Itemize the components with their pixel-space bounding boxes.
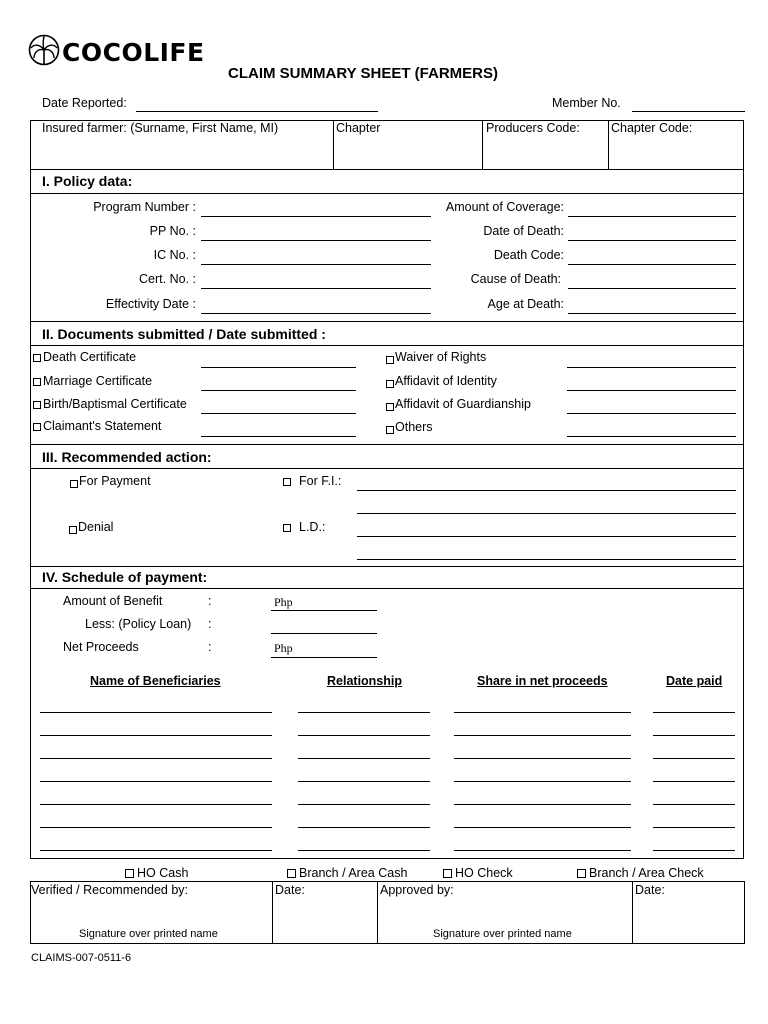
amount-of-benefit-field[interactable]	[271, 610, 377, 611]
checkbox[interactable]	[386, 380, 394, 388]
doc-affidavit-guardianship[interactable]: Affidavit of Guardianship	[386, 398, 531, 411]
beneficiary-name-field[interactable]	[40, 712, 272, 713]
date-of-death-label: Date of Death:	[483, 224, 564, 238]
others-date[interactable]	[567, 436, 736, 437]
less-policy-loan-label: Less: (Policy Loan)	[85, 617, 192, 631]
checkbox[interactable]	[577, 869, 586, 878]
doc-birth-certificate[interactable]: Birth/Baptismal Certificate	[33, 398, 187, 411]
relationship-field[interactable]	[298, 735, 430, 736]
amount-of-benefit-label: Amount of Benefit	[63, 594, 163, 608]
beneficiary-name-field[interactable]	[40, 804, 272, 805]
ld-field-2[interactable]	[357, 559, 736, 560]
checkbox[interactable]	[70, 480, 78, 488]
birth-certificate-date[interactable]	[201, 413, 356, 414]
net-proceeds-label: Net Proceeds	[63, 640, 139, 654]
member-no-field[interactable]	[632, 111, 745, 112]
checkbox[interactable]	[283, 478, 291, 486]
doc-affidavit-identity[interactable]: Affidavit of Identity	[386, 375, 497, 388]
doc-waiver-of-rights[interactable]: Waiver of Rights	[386, 351, 486, 364]
effectivity-date-label: Effectivity Date :	[105, 297, 196, 311]
ic-no-field[interactable]	[201, 264, 431, 265]
mode-branch-area-check[interactable]: Branch / Area Check	[577, 867, 704, 880]
beneficiary-name-field[interactable]	[40, 827, 272, 828]
checkbox[interactable]	[69, 526, 77, 534]
date-paid-field[interactable]	[653, 758, 735, 759]
checkbox[interactable]	[33, 401, 41, 409]
checkbox[interactable]	[386, 426, 394, 434]
pp-no-field[interactable]	[201, 240, 431, 241]
doc-death-certificate[interactable]: Death Certificate	[33, 351, 136, 364]
ic-no-label: IC No. :	[153, 248, 196, 262]
program-number-label: Program Number :	[93, 200, 196, 214]
doc-marriage-certificate[interactable]: Marriage Certificate	[33, 375, 152, 388]
date-paid-field[interactable]	[653, 804, 735, 805]
cocolife-logo	[28, 34, 60, 69]
death-code-field[interactable]	[568, 264, 736, 265]
relationship-field[interactable]	[298, 827, 430, 828]
doc-claimants-statement[interactable]: Claimant's Statement	[33, 420, 161, 433]
effectivity-date-field[interactable]	[201, 313, 431, 314]
verified-by-label: Verified / Recommended by:	[31, 883, 189, 897]
program-number-field[interactable]	[201, 216, 431, 217]
for-fi-field-1[interactable]	[357, 490, 736, 491]
palm-tree-icon	[28, 34, 60, 66]
age-at-death-label: Age at Death:	[487, 297, 564, 311]
chapter-code-label: Chapter Code:	[611, 121, 693, 135]
checkbox[interactable]	[33, 378, 41, 386]
age-at-death-field[interactable]	[568, 313, 736, 314]
col-share-in-net-proceeds: Share in net proceeds	[477, 674, 608, 688]
php-label: Php	[274, 641, 293, 655]
for-fi-field-2[interactable]	[357, 513, 736, 514]
relationship-field[interactable]	[298, 781, 430, 782]
marriage-certificate-date[interactable]	[201, 390, 356, 391]
share-field[interactable]	[454, 712, 631, 713]
relationship-field[interactable]	[298, 712, 430, 713]
affidavit-identity-date[interactable]	[567, 390, 736, 391]
date-reported-label: Date Reported:	[42, 96, 127, 110]
relationship-field[interactable]	[298, 804, 430, 805]
beneficiary-name-field[interactable]	[40, 758, 272, 759]
date-paid-field[interactable]	[653, 850, 735, 851]
death-code-label: Death Code:	[493, 248, 564, 262]
producers-code-label: Producers Code:	[486, 121, 580, 135]
chapter-label: Chapter	[336, 121, 381, 135]
checkbox[interactable]	[33, 423, 41, 431]
doc-others[interactable]: Others	[386, 421, 433, 434]
relationship-field[interactable]	[298, 758, 430, 759]
checkbox[interactable]	[125, 869, 134, 878]
cert-no-field[interactable]	[201, 288, 431, 289]
share-field[interactable]	[454, 781, 631, 782]
date-paid-field[interactable]	[653, 735, 735, 736]
date-paid-field[interactable]	[653, 827, 735, 828]
checkbox[interactable]	[386, 356, 394, 364]
signature-caption: Signature over printed name	[79, 928, 218, 940]
date-paid-field[interactable]	[653, 712, 735, 713]
policy-loan-field[interactable]	[271, 633, 377, 634]
insured-farmer-label: Insured farmer: (Surname, First Name, MI)	[42, 121, 279, 135]
date-of-death-field[interactable]	[568, 240, 736, 241]
mode-branch-area-cash[interactable]: Branch / Area Cash	[287, 867, 407, 880]
amount-of-coverage-field[interactable]	[568, 216, 736, 217]
col-date-paid: Date paid	[666, 674, 723, 688]
colon: :	[208, 594, 212, 608]
date-reported-field[interactable]	[136, 111, 378, 112]
beneficiary-name-field[interactable]	[40, 781, 272, 782]
relationship-field[interactable]	[298, 850, 430, 851]
signature-caption: Signature over printed name	[433, 928, 572, 940]
php-label: Php	[274, 595, 293, 609]
col-relationship: Relationship	[327, 674, 403, 688]
ld-field-1[interactable]	[357, 536, 736, 537]
checkbox[interactable]	[283, 524, 291, 532]
pp-no-label: PP No. :	[149, 224, 196, 238]
policy-data-heading: I. Policy data:	[42, 173, 133, 189]
date-label: Date:	[275, 883, 305, 897]
col-name-of-beneficiaries: Name of Beneficiaries	[90, 674, 221, 688]
checkbox[interactable]	[287, 869, 296, 878]
approved-by-label: Approved by:	[380, 883, 454, 897]
cause-of-death-label: Cause of Death:	[470, 272, 561, 286]
logo-text: COCOLIFE	[62, 38, 205, 67]
form-code: CLAIMS-007-0511-6	[31, 952, 132, 964]
date-paid-field[interactable]	[653, 781, 735, 782]
beneficiary-name-field[interactable]	[40, 850, 272, 851]
waiver-of-rights-date[interactable]	[567, 367, 736, 368]
action-for-fi[interactable]: For F.I.:	[283, 475, 341, 488]
share-field[interactable]	[454, 758, 631, 759]
schedule-heading: IV. Schedule of payment:	[42, 569, 208, 585]
checkbox[interactable]	[33, 354, 41, 362]
colon: :	[208, 640, 212, 654]
colon: :	[208, 617, 212, 631]
cert-no-label: Cert. No. :	[139, 272, 196, 286]
affidavit-guardianship-date[interactable]	[567, 413, 736, 414]
mode-ho-check[interactable]: HO Check	[443, 867, 513, 880]
date-label: Date:	[635, 883, 665, 897]
action-denial[interactable]: Denial	[69, 521, 113, 534]
share-field[interactable]	[454, 735, 631, 736]
checkbox[interactable]	[386, 403, 394, 411]
member-no-label: Member No.	[552, 96, 621, 110]
action-ld[interactable]: L.D.:	[283, 521, 325, 534]
share-field[interactable]	[454, 827, 631, 828]
claimants-statement-date[interactable]	[201, 436, 356, 437]
death-certificate-date[interactable]	[201, 367, 356, 368]
beneficiary-name-field[interactable]	[40, 735, 272, 736]
page-title: CLAIM SUMMARY SHEET (FARMERS)	[228, 65, 498, 82]
checkbox[interactable]	[443, 869, 452, 878]
action-for-payment[interactable]: For Payment	[70, 475, 151, 488]
share-field[interactable]	[454, 850, 631, 851]
share-field[interactable]	[454, 804, 631, 805]
documents-heading: II. Documents submitted / Date submitted :	[42, 326, 326, 342]
net-proceeds-field[interactable]	[271, 657, 377, 658]
recommended-action-heading: III. Recommended action:	[42, 449, 212, 465]
mode-ho-cash[interactable]: HO Cash	[125, 867, 188, 880]
cause-of-death-field[interactable]	[568, 288, 736, 289]
amount-of-coverage-label: Amount of Coverage:	[445, 200, 564, 214]
